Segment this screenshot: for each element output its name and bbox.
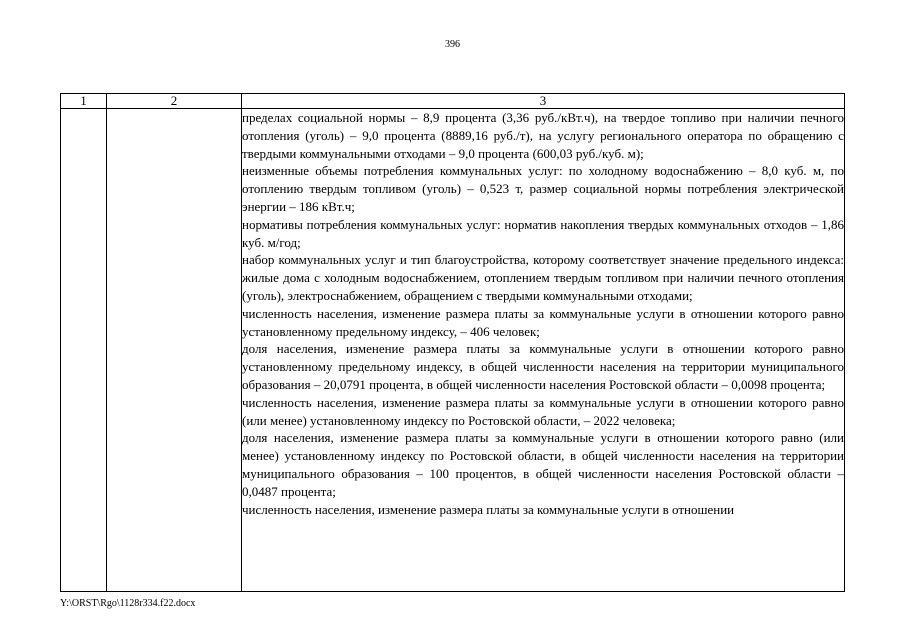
paragraph: доля населения, изменение размера платы за коммунальные услуги в отношении которого равно установленному предельному индексу, в общей численности населения на территории муниципального образования – 20,0791 процента, в общей численности населения Ростовской области – 0,0098 процента; (242, 341, 844, 392)
cell-col-2 (107, 109, 242, 592)
paragraph: неизменные объемы потребления коммунальных услуг: по холодному водоснабжению – 8,0 куб. м, по отоплению твердым топливом (уголь) – 0,523 т, размер социальной нормы потребления электрической энергии – 186 кВт.ч; (242, 163, 844, 214)
paragraph: набор коммунальных услуг и тип благоустройства, которому соответствует значение предельного индекса: жилые дома с холодным водоснабжением, отоплением твердым топливом при наличии печного отопления (уголь), электроснабжением, обращением с твердыми коммунальными отходами; (242, 252, 844, 303)
cell-col-1 (61, 109, 107, 592)
paragraph: численность населения, изменение размера платы за коммунальные услуги в отношении которого равно (или менее) установленному индексу по Ростовской области, – 2022 человека; (242, 394, 844, 428)
footer-file-path: Y:\ORST\Rgo\1128r334.f22.docx (60, 598, 196, 609)
document-table (60, 93, 845, 592)
paragraph: численность населения, изменение размера платы за коммунальные услуги в отношении которого равно установленному предельному индексу, – 406 человек; (242, 305, 844, 339)
page-number: 396 (445, 39, 460, 50)
paragraph: нормативы потребления коммунальных услуг: норматив накопления твердых коммунальных отходов – 1,86 куб. м/год; (242, 216, 844, 250)
paragraph: пределах социальной нормы – 8,9 процента (3,36 руб./кВт.ч), на твердое топливо при наличии печного отопления (уголь) – 9,0 процента (8889,16 руб./т), на услугу регионального оператора по обращению с твердыми коммунальными отходами – 9,0 процента (600,03 руб./куб. м); (242, 110, 844, 161)
cell-col-3-content (242, 109, 845, 592)
table-row (61, 109, 845, 592)
paragraph: доля населения, изменение размера платы за коммунальные услуги в отношении которого равно (или менее) установленному индексу по Ростовской области, в общей численности населения на территории муниципального образования – 100 процентов, в общей численности населения Ростовской области – 0,0487 процента; (242, 430, 844, 499)
column-header-3: 3 (242, 94, 845, 109)
paragraph: численность населения, изменение размера платы за коммунальные услуги в отношении (242, 501, 735, 517)
table-header-row (61, 94, 845, 109)
column-header-2: 2 (107, 94, 242, 109)
column-header-1: 1 (61, 94, 107, 109)
